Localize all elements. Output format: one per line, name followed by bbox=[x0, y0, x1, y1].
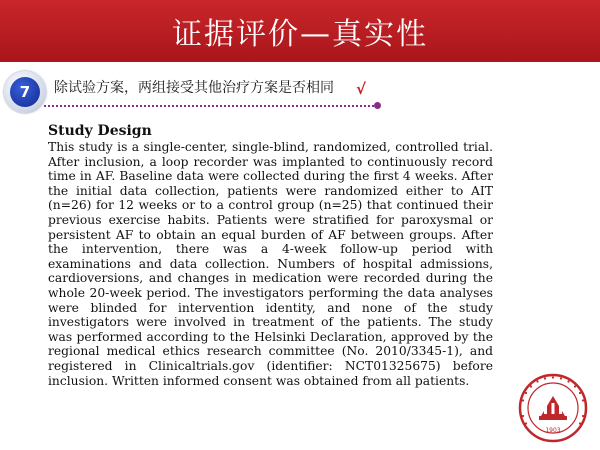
item-number-badge bbox=[4, 71, 46, 113]
paper-excerpt bbox=[48, 123, 493, 388]
criterion-question: 除试验方案，两组接受其他治疗方案是否相同 bbox=[54, 80, 334, 96]
divider-line bbox=[44, 105, 374, 107]
slide-title-bar bbox=[0, 0, 600, 62]
divider-dot bbox=[374, 102, 381, 109]
university-seal-icon bbox=[514, 372, 592, 444]
item-number: 7 bbox=[10, 77, 40, 107]
seal-year: 1903 bbox=[545, 427, 561, 434]
check-mark-icon: √ bbox=[356, 80, 367, 98]
paper-heading: Study Design bbox=[48, 123, 152, 139]
paper-body: This study is a single-center, single-blind, randomized, controlled trial. After inclusion, a loop recorder was implanted to continuously record time in AF. Baseline data were collected during the first 4 weeks. After the initial data collection, patients were randomized either to AIT (n=26) for 12 weeks or to a control group (n=25) that continued their previous exercise habits. Patients were stratified for paroxysmal or persistent AF to obtain an equal burden of AF between groups. After the intervention, there was a 4-week follow-up period with examinations and data collection. Numbers of hospital admissions, cardioversions, and changes in medication were recorded during the whole 20-week period. The investigators performing the data analyses were blinded for intervention identity, and none of the study investigators were involved in treatment of the patients. The study was performed according to the Helsinki Declaration, approved by the regional medical ethics research committee (No. 2010/3345-1), and registered in Clinicaltrials.gov (identifier: NCT01325675) before inclusion. Written informed consent was obtained from all patients. bbox=[48, 140, 493, 388]
slide-title: 证据评价—真实性 bbox=[172, 17, 428, 52]
